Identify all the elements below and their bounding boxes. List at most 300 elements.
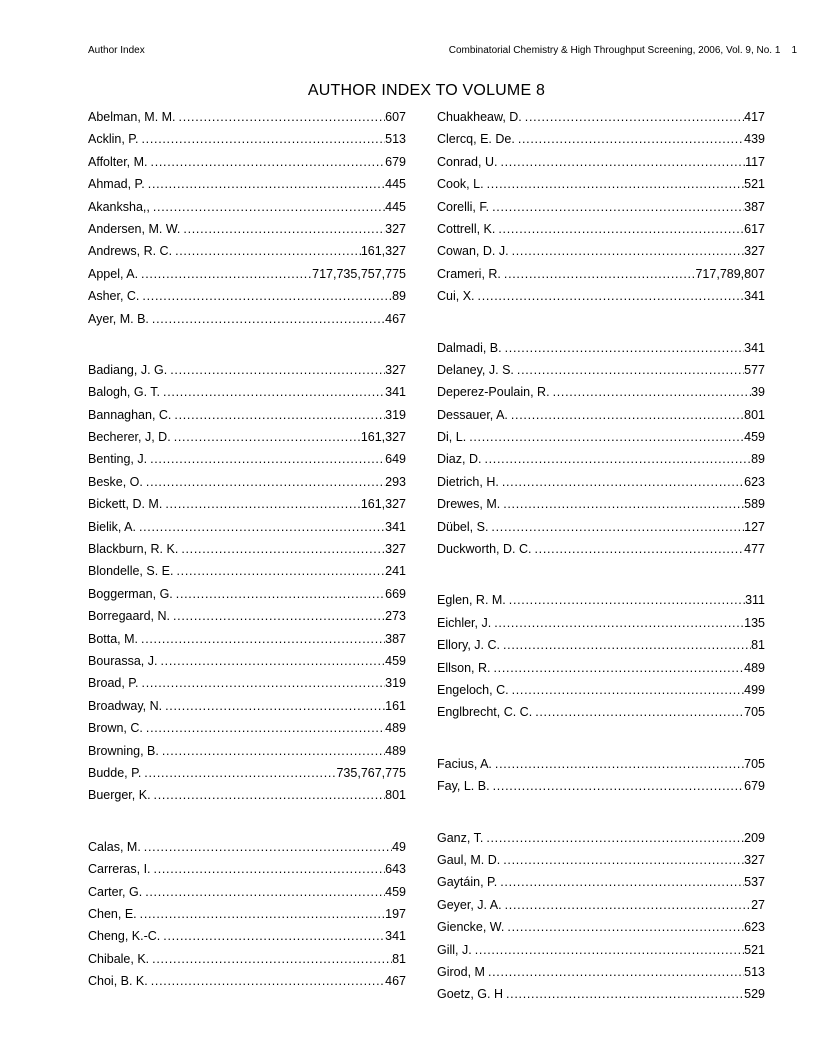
author-name: Clercq, E. De. xyxy=(437,132,515,147)
index-entry xyxy=(88,717,406,739)
page-refs: 197 xyxy=(385,906,406,921)
page-refs: 81 xyxy=(392,951,406,966)
dot-leader xyxy=(511,404,744,426)
page-refs: 617 xyxy=(744,221,765,236)
page-refs: 27 xyxy=(751,897,765,912)
index-entry xyxy=(437,240,765,262)
dot-leader xyxy=(488,961,744,983)
index-entry xyxy=(437,448,765,470)
running-header-right xyxy=(449,45,797,57)
author-name: Deperez-Poulain, R. xyxy=(437,385,550,400)
author-name: Facius, A. xyxy=(437,756,492,771)
author-name: Affolter, M. xyxy=(88,154,148,169)
author-name: Calas, M. xyxy=(88,839,141,854)
dot-leader xyxy=(517,359,744,381)
page-refs: 513 xyxy=(385,132,406,147)
page-refs: 327 xyxy=(385,221,406,236)
author-name: Browning, B. xyxy=(88,743,159,758)
page-refs: 445 xyxy=(385,177,406,192)
index-entry xyxy=(437,263,765,285)
page-refs: 705 xyxy=(744,705,765,720)
index-entry xyxy=(437,128,765,150)
index-section xyxy=(437,753,765,798)
index-entry xyxy=(88,583,406,605)
page-refs: 489 xyxy=(385,743,406,758)
dot-leader xyxy=(160,650,385,672)
index-entry xyxy=(437,106,765,128)
dot-leader xyxy=(475,939,744,961)
index-entry xyxy=(88,538,406,560)
page-refs: 209 xyxy=(744,830,765,845)
page-refs: 459 xyxy=(385,653,406,668)
page-refs: 319 xyxy=(385,676,406,691)
author-name: Girod, M xyxy=(437,964,485,979)
dot-leader xyxy=(512,240,745,262)
author-name: Ahmad, P. xyxy=(88,177,145,192)
author-name: Duckworth, D. C. xyxy=(437,542,532,557)
index-entry xyxy=(437,359,765,381)
page-refs: 387 xyxy=(744,199,765,214)
page-refs: 459 xyxy=(385,884,406,899)
author-name: Appel, A. xyxy=(88,266,139,281)
page-refs: 327 xyxy=(385,542,406,557)
author-name: Diaz, D. xyxy=(437,452,482,467)
author-name: Buerger, K. xyxy=(88,788,151,803)
author-name: Borregaard, N. xyxy=(88,609,170,624)
dot-leader xyxy=(165,695,385,717)
dot-leader xyxy=(502,471,744,493)
dot-leader xyxy=(174,426,361,448)
dot-leader xyxy=(518,128,744,150)
index-entry xyxy=(88,448,406,470)
dot-leader xyxy=(141,263,312,285)
author-name: Cowan, D. J. xyxy=(437,244,509,259)
dot-leader xyxy=(142,672,386,694)
author-name: Abelman, M. M. xyxy=(88,110,176,124)
author-name: Dietrich, H. xyxy=(437,474,499,489)
index-entry xyxy=(437,538,765,560)
dot-leader xyxy=(181,538,385,560)
page-refs: 521 xyxy=(744,942,765,957)
index-section xyxy=(88,106,406,330)
dot-leader xyxy=(151,970,385,992)
index-entry xyxy=(88,151,406,173)
dot-leader xyxy=(534,538,744,560)
author-name: Cook, L. xyxy=(437,177,484,192)
page-refs: 241 xyxy=(385,564,406,579)
author-name: Benting, J. xyxy=(88,452,148,467)
page-refs: 477 xyxy=(744,542,765,557)
page-refs: 717,735,757,775 xyxy=(312,266,406,281)
index-entry xyxy=(88,359,406,381)
index-entry xyxy=(88,128,406,150)
page-refs: 341 xyxy=(385,519,406,534)
author-name: Asher, C. xyxy=(88,289,140,304)
index-section xyxy=(437,106,765,308)
dot-leader xyxy=(525,106,744,128)
page-refs: 679 xyxy=(744,779,765,794)
page-refs: 319 xyxy=(385,407,406,422)
page-refs: 327 xyxy=(385,362,406,377)
index-entry xyxy=(88,404,406,426)
page-refs: 161 xyxy=(385,698,406,713)
index-entry xyxy=(88,196,406,218)
author-name: Gaytáin, P. xyxy=(437,875,498,890)
index-entry xyxy=(437,426,765,448)
author-name: Ganz, T. xyxy=(437,830,484,845)
page-refs: 327 xyxy=(744,244,765,259)
page-refs: 161,327 xyxy=(360,497,406,512)
page-refs: 417 xyxy=(744,110,765,124)
author-name: Boggerman, G. xyxy=(88,586,173,601)
page-refs: 489 xyxy=(385,721,406,736)
dot-leader xyxy=(145,881,385,903)
author-name: Acklin, P. xyxy=(88,132,139,147)
index-entry xyxy=(437,916,765,938)
dot-leader xyxy=(152,948,392,970)
index-entry xyxy=(437,939,765,961)
index-entry xyxy=(88,605,406,627)
author-name: Englbrecht, C. C. xyxy=(437,705,533,720)
author-name: Giencke, W. xyxy=(437,920,505,935)
dot-leader xyxy=(179,106,386,128)
dot-leader xyxy=(154,858,386,880)
index-entry xyxy=(88,836,406,858)
author-name: Bickett, D. M. xyxy=(88,497,163,512)
dot-leader xyxy=(503,634,751,656)
index-section xyxy=(437,337,765,561)
author-name: Ellson, R. xyxy=(437,660,491,675)
author-name: Dübel, S. xyxy=(437,519,489,534)
author-name: Dalmadi, B. xyxy=(437,340,502,355)
dot-leader xyxy=(506,983,744,1005)
page-refs: 607 xyxy=(385,110,406,124)
index-entry xyxy=(437,983,765,1005)
dot-leader xyxy=(183,218,385,240)
page-refs: 49 xyxy=(392,839,406,854)
page-refs: 521 xyxy=(744,177,765,192)
author-name: Broad, P. xyxy=(88,676,139,691)
author-name: Budde, P. xyxy=(88,765,142,780)
author-name: Blondelle, S. E. xyxy=(88,564,174,579)
dot-leader xyxy=(175,240,361,262)
page-refs: 589 xyxy=(744,497,765,512)
dot-leader xyxy=(176,583,385,605)
dot-leader xyxy=(500,151,745,173)
author-name: Botta, M. xyxy=(88,631,139,646)
page-refs: 293 xyxy=(385,474,406,489)
page-refs: 81 xyxy=(751,638,765,653)
index-entry xyxy=(88,516,406,538)
page-refs: 341 xyxy=(744,340,765,355)
page-refs: 161,327 xyxy=(360,244,406,259)
dot-leader xyxy=(484,448,751,470)
page-refs: 341 xyxy=(385,929,406,944)
index-entry xyxy=(88,740,406,762)
index-entry xyxy=(88,560,406,582)
index-entry xyxy=(88,672,406,694)
dot-leader xyxy=(146,717,385,739)
author-name: Ayer, M. B. xyxy=(88,311,149,326)
page-refs: 39 xyxy=(751,385,765,400)
dot-leader xyxy=(504,263,696,285)
index-entry xyxy=(88,881,406,903)
page-refs: 327 xyxy=(744,852,765,867)
dot-leader xyxy=(512,679,745,701)
running-header xyxy=(88,45,797,57)
page-refs: 127 xyxy=(744,519,765,534)
page-refs: 341 xyxy=(385,385,406,400)
index-entry xyxy=(437,471,765,493)
dot-leader xyxy=(553,381,752,403)
dot-leader xyxy=(142,285,392,307)
author-name: Balogh, G. T. xyxy=(88,385,161,400)
index-entry xyxy=(88,762,406,784)
index-column-left xyxy=(88,106,406,992)
author-name: Badiang, J. G. xyxy=(88,362,168,377)
page-refs: 529 xyxy=(744,987,765,1002)
author-name: Corelli, F. xyxy=(437,199,490,214)
index-entry xyxy=(88,925,406,947)
page-refs: 311 xyxy=(745,593,765,608)
author-name: Chen, E. xyxy=(88,906,137,921)
page-refs: 705 xyxy=(744,756,765,771)
running-header-left: Author Index xyxy=(88,45,145,56)
dot-leader xyxy=(505,337,745,359)
dot-leader xyxy=(150,448,385,470)
index-entry xyxy=(88,493,406,515)
page-refs: 801 xyxy=(385,788,406,803)
author-name: Akanksha,, xyxy=(88,199,150,214)
page-refs: 387 xyxy=(385,631,406,646)
page-refs: 445 xyxy=(385,199,406,214)
index-section xyxy=(437,827,765,1006)
page-refs: 513 xyxy=(744,964,765,979)
dot-leader xyxy=(494,657,745,679)
dot-leader xyxy=(493,775,745,797)
author-name: Conrad, U. xyxy=(437,154,498,169)
index-entry xyxy=(88,970,406,992)
dot-leader xyxy=(509,589,745,611)
author-name: Fay, L. B. xyxy=(437,779,490,794)
index-entry xyxy=(437,871,765,893)
dot-leader xyxy=(173,605,385,627)
index-entry xyxy=(437,337,765,359)
index-entry xyxy=(88,628,406,650)
index-entry xyxy=(437,849,765,871)
page-refs: 801 xyxy=(744,407,765,422)
index-entry xyxy=(437,173,765,195)
dot-leader xyxy=(491,516,744,538)
index-entry xyxy=(437,516,765,538)
index-entry xyxy=(88,173,406,195)
author-name: Geyer, J. A. xyxy=(437,897,502,912)
dot-leader xyxy=(498,218,744,240)
journal-citation: Combinatorial Chemistry & High Throughput Screening, 2006, Vol. 9, No. 1 xyxy=(448,45,781,56)
dot-leader xyxy=(478,285,745,307)
dot-leader xyxy=(494,612,744,634)
author-name: Eichler, J. xyxy=(437,615,492,630)
dot-leader xyxy=(142,128,386,150)
author-name: Delaney, J. S. xyxy=(437,362,514,377)
dot-leader xyxy=(152,308,385,330)
dot-leader xyxy=(495,753,744,775)
dot-leader xyxy=(505,894,751,916)
author-name: Broadway, N. xyxy=(88,698,163,713)
dot-leader xyxy=(503,849,744,871)
index-entry xyxy=(437,151,765,173)
dot-leader xyxy=(174,404,385,426)
author-name: Bielik, A. xyxy=(88,519,136,534)
page-refs: 717,789,807 xyxy=(695,266,765,281)
page-refs: 135 xyxy=(744,615,765,630)
page-refs: 117 xyxy=(745,154,765,169)
author-name: Choi, B. K. xyxy=(88,974,148,989)
index-entry xyxy=(88,381,406,403)
index-entry xyxy=(88,948,406,970)
index-entry xyxy=(437,701,765,723)
index-entry xyxy=(437,285,765,307)
dot-leader xyxy=(151,151,386,173)
dot-leader xyxy=(144,836,392,858)
index-entry xyxy=(437,827,765,849)
author-name: Bannaghan, C. xyxy=(88,407,172,422)
page-refs: 459 xyxy=(744,430,765,445)
author-name: Cui, X. xyxy=(437,289,475,304)
dot-leader xyxy=(500,871,744,893)
author-name: Andersen, M. W. xyxy=(88,221,181,236)
dot-leader xyxy=(139,516,385,538)
index-entry xyxy=(437,381,765,403)
index-entry xyxy=(437,894,765,916)
dot-leader xyxy=(492,196,744,218)
dot-leader xyxy=(503,493,744,515)
page-refs: 669 xyxy=(385,586,406,601)
index-entry xyxy=(437,196,765,218)
index-entry xyxy=(88,784,406,806)
index-column-right xyxy=(437,106,765,1006)
dot-leader xyxy=(535,701,744,723)
author-name: Chuakheaw, D. xyxy=(437,110,522,124)
index-section xyxy=(88,836,406,993)
index-section xyxy=(88,359,406,807)
author-name: Brown, C. xyxy=(88,721,143,736)
author-name: Ellory, J. C. xyxy=(437,638,500,653)
author-name: Beske, O. xyxy=(88,474,143,489)
dot-leader xyxy=(176,560,385,582)
index-entry xyxy=(88,106,406,128)
page-refs: 577 xyxy=(744,362,765,377)
index-entry xyxy=(88,858,406,880)
page-refs: 161,327 xyxy=(360,430,406,445)
index-entry xyxy=(88,426,406,448)
index-entry xyxy=(88,240,406,262)
dot-leader xyxy=(146,471,385,493)
author-name: Andrews, R. C. xyxy=(88,244,173,259)
index-entry xyxy=(88,650,406,672)
author-name: Cheng, K.-C. xyxy=(88,929,161,944)
page-refs: 439 xyxy=(744,132,765,147)
dot-leader xyxy=(163,381,385,403)
dot-leader xyxy=(507,916,744,938)
index-entry xyxy=(88,285,406,307)
author-name: Eglen, R. M. xyxy=(437,593,506,608)
index-entry xyxy=(88,308,406,330)
author-name: Engeloch, C. xyxy=(437,682,509,697)
dot-leader xyxy=(141,628,385,650)
author-name: Gaul, M. D. xyxy=(437,852,501,867)
dot-leader xyxy=(153,196,385,218)
page-refs: 537 xyxy=(744,875,765,890)
author-name: Becherer, J, D. xyxy=(88,430,171,445)
page-refs: 467 xyxy=(385,974,406,989)
page-refs: 341 xyxy=(744,289,765,304)
page-refs: 679 xyxy=(385,154,406,169)
dot-leader xyxy=(163,925,385,947)
page-refs: 89 xyxy=(751,452,765,467)
author-name: Gill, J. xyxy=(437,942,472,957)
index-entry xyxy=(88,695,406,717)
index-entry xyxy=(437,612,765,634)
index-entry xyxy=(437,679,765,701)
dot-leader xyxy=(486,827,744,849)
index-section xyxy=(437,589,765,723)
index-entry xyxy=(437,634,765,656)
page-number: 1 xyxy=(791,45,797,56)
author-name: Di, L. xyxy=(437,430,467,445)
page-refs: 623 xyxy=(744,920,765,935)
index-entry xyxy=(437,775,765,797)
page-title: AUTHOR INDEX TO VOLUME 8 xyxy=(307,82,546,99)
index-entry xyxy=(437,218,765,240)
author-name: Bourassa, J. xyxy=(88,653,158,668)
index-entry xyxy=(437,493,765,515)
page-refs: 643 xyxy=(385,862,406,877)
author-name: Carter, G. xyxy=(88,884,143,899)
index-entry xyxy=(437,657,765,679)
author-name: Crameri, R. xyxy=(437,266,501,281)
page-refs: 273 xyxy=(385,609,406,624)
dot-leader xyxy=(140,903,386,925)
page-refs: 467 xyxy=(385,311,406,326)
dot-leader xyxy=(469,426,744,448)
dot-leader xyxy=(170,359,385,381)
author-name: Dessauer, A. xyxy=(437,407,508,422)
index-entry xyxy=(88,263,406,285)
author-name: Cottrell, K. xyxy=(437,221,496,236)
author-name: Chibale, K. xyxy=(88,951,150,966)
page-refs: 735,767,775 xyxy=(336,765,406,780)
page-refs: 623 xyxy=(744,474,765,489)
author-name: Goetz, G. H xyxy=(437,987,503,1002)
index-entry xyxy=(88,903,406,925)
dot-leader xyxy=(487,173,745,195)
dot-leader xyxy=(162,740,385,762)
page-refs: 89 xyxy=(392,289,406,304)
dot-leader xyxy=(144,762,336,784)
index-entry xyxy=(88,471,406,493)
dot-leader xyxy=(148,173,385,195)
page-refs: 499 xyxy=(744,682,765,697)
author-name: Carreras, I. xyxy=(88,862,151,877)
dot-leader xyxy=(154,784,386,806)
dot-leader xyxy=(165,493,360,515)
index-entry xyxy=(437,589,765,611)
page-refs: 489 xyxy=(744,660,765,675)
index-entry xyxy=(437,961,765,983)
author-name: Drewes, M. xyxy=(437,497,501,512)
index-entry xyxy=(88,218,406,240)
